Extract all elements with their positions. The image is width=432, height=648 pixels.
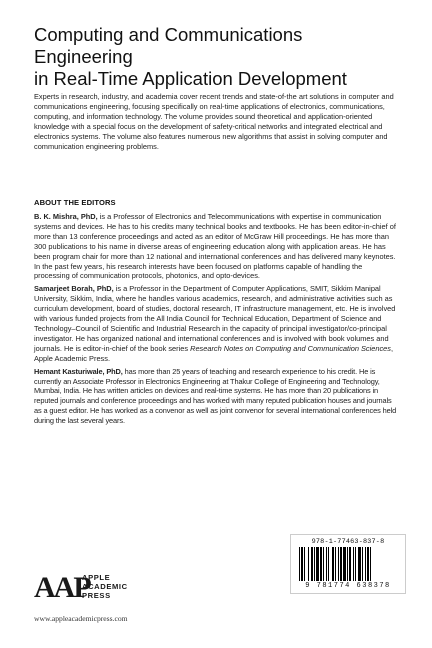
editor-name: Samarjeet Borah, PhD,: [34, 284, 114, 294]
editors-heading: ABOUT THE EDITORS: [34, 198, 116, 207]
isbn-number: 978-1-77463-837-8: [311, 538, 385, 546]
editors-section: [34, 212, 400, 429]
editor-bio-text-end: , Apple Academic Press.: [34, 343, 394, 363]
book-title: [34, 24, 406, 90]
editor-bio-text: has more than 25 years of teaching and research experience to his credit. He is currently an Associate Professor in Electronics Engineering at Thakur College of Engineering and Technology, Mumbai, India. He has written articles on devices and real-time systems. He has more than 20 publications in reputed journals and conference proceedings and has worked with many reputed publication houses and journals as a guest editor. He has worked as a convenor as well as joint convenor for several international conferences held during the last several years.: [34, 366, 397, 426]
publisher-name-line: APPLE: [82, 573, 111, 582]
editor-name: B. K. Mishra, PhD,: [34, 212, 98, 221]
editor-bio-kasturiwale: [34, 367, 400, 426]
publisher-website: www.appleacademicpress.com: [34, 614, 128, 623]
title-line-1: Computing and Communications Engineering: [34, 24, 303, 67]
publisher-name-line: ACADEMIC: [82, 581, 128, 591]
editor-name: Hemant Kasturiwale, PhD,: [34, 366, 123, 376]
barcode-digits: 9 781774 638378: [305, 582, 391, 590]
aap-logo-mark: AAP: [34, 571, 90, 604]
title-line-2: in Real-Time Application Development: [34, 68, 347, 89]
isbn-barcode: [290, 534, 406, 594]
barcode-bars: [299, 547, 397, 581]
book-description: Experts in research, industry, and academia cover recent trends and state-of-the art solutions in computer and communications engineering, focusing specifically on real-time applications of electronics, communications, computing, and information technology. The volume provides sound theoretical and application-oriented knowledge with a special focus on the development of safety-critical networks and integrated electrical and electronics systems. The volume also features numerous new algorithms that assist in solving computer and communication engineering problems.: [34, 92, 394, 151]
publisher-name-line: PRESS: [82, 590, 111, 600]
book-series-title: Research Notes on Computing and Communication Sciences: [190, 343, 391, 353]
editor-bio-borah: [34, 284, 400, 363]
publisher-name: [82, 574, 128, 600]
publisher-logo: [34, 572, 174, 608]
editor-bio-text: is a Professor in the Department of Computer Applications, SMIT, Sikkim Manipal University, Sikkim, India, where he handles various academics, research, and administrative activities such as curriculum development, board of studies, doctoral research, IT infrastructure management, etc. He is involved with various funded projects from the All India Council for Technical Education, Department of Science and Technology–Council of Scientific and Industrial Research in the capacity of principal investigator/co-principal investigator. He has organized national and international conferences and is involved with book volumes and journals. He is editor-in-chief of the book series: [34, 284, 396, 353]
editor-bio-mishra: [34, 212, 400, 281]
editor-bio-text: is a Professor of Electronics and Telecommunications with expertise in communication systems and devices. He has to his credits many technical books and textbooks. He has been editor-in-chief of more than 13 conference proceedings and acted as an editor of McGraw Hill proceedings. He has more than 300 publications to his name in diverse areas of engineering education along with application areas. He has been program chair for more than 12 national and international conferences and has delivered many keynotes. In the past few years, his research interests have been focused on platforms capable of handling the processing of communication protocols, photonics, and opto-devices.: [34, 212, 396, 281]
